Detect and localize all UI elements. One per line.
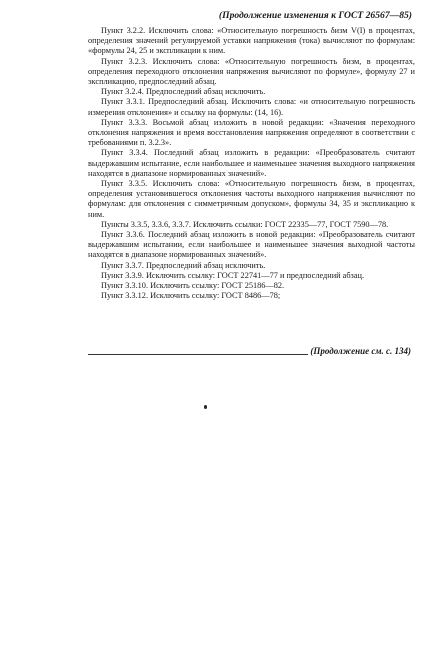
paragraph-3-3-7: Пункт 3.3.7. Предпоследний абзац исключить. — [101, 260, 266, 270]
ink-dot — [204, 405, 207, 409]
paragraph-3-3-12: Пункт 3.3.12. Исключить ссылку: ГОСТ 8486—78; — [101, 291, 281, 301]
paragraph-3-3-3: Пункт 3.3.3. Восьмой абзац изложить в новой редакции: «Значения переходного отклонения напряжения и время восстановления напряжения определяют в соответствии с требованиями п. 3.2.3». — [88, 117, 415, 148]
paragraph-3-3-1: Пункт 3.3.1. Предпоследний абзац. Исключить слова: «и относительную погрешность измерения отклонения» и ссылку на формулы: (14, 16). — [88, 97, 415, 117]
paragraph-3-2-2: Пункт 3.2.2. Исключить слова: «Относительную погрешность δизм V(I) в процентах, определения значений регулируемой уставки напряжения (тока) вычисляют по формулам: «формулы 24, 25 и экспликации к ним. — [88, 26, 415, 56]
paragraph-3-2-3: Пункт 3.2.3. Исключить слова: «Относительную погрешность δизм, в процентах, определения переходного отклонения напряжения вычисляют по формуле», формулу 27 и экспликацию, предпоследний абзац. — [88, 56, 415, 87]
paragraph-3-3-4: Пункт 3.3.4. Последний абзац изложить в редакции: «Преобразователь считают выдержавшим испытание, если наибольшее и наименьшее значения выходного напряжения находятся в диапазоне нормированных значений». — [88, 148, 415, 178]
paragraph-3-2-4: Пункт 3.2.4. Предпоследний абзац исключить. — [101, 87, 266, 97]
paragraph-3-3-10: Пункт 3.3.10. Исключить ссылку: ГОСТ 25186—82. — [101, 281, 285, 291]
paragraph-3-3-5-7: Пункты 3.3.5, 3.3.6, 3.3.7. Исключить ссылки: ГОСТ 22335—77, ГОСТ 7590—78. — [101, 219, 389, 229]
amendment-text — [88, 26, 415, 301]
continuation-header: (Продолжение изменения к ГОСТ 26567—85) — [218, 10, 412, 21]
separator-line — [88, 354, 308, 355]
paragraph-3-3-5: Пункт 3.3.5. Исключить слова: «Относительную погрешность δизм, в процентах, определения установившегося отклонения частоты выходного напряжения вычисляют по формулам: для отклонения с симметричным допуском», формулы 34, 35 и экспликацию к ним. — [88, 179, 415, 219]
paragraph-3-3-6: Пункт 3.3.6. Последний абзац изложить в новой редакции: «Преобразователь считают выдержавшим испытании, если наибольшее и наименьшее значения выходной частоты находятся в диапазоне нормированных значений». — [88, 230, 415, 260]
paragraph-3-3-9: Пункт 3.3.9. Исключить ссылку: ГОСТ 22741—77 и предпоследний абзац. — [101, 270, 365, 280]
continuation-footer: (Продолжение см. с. 134) — [310, 346, 411, 356]
